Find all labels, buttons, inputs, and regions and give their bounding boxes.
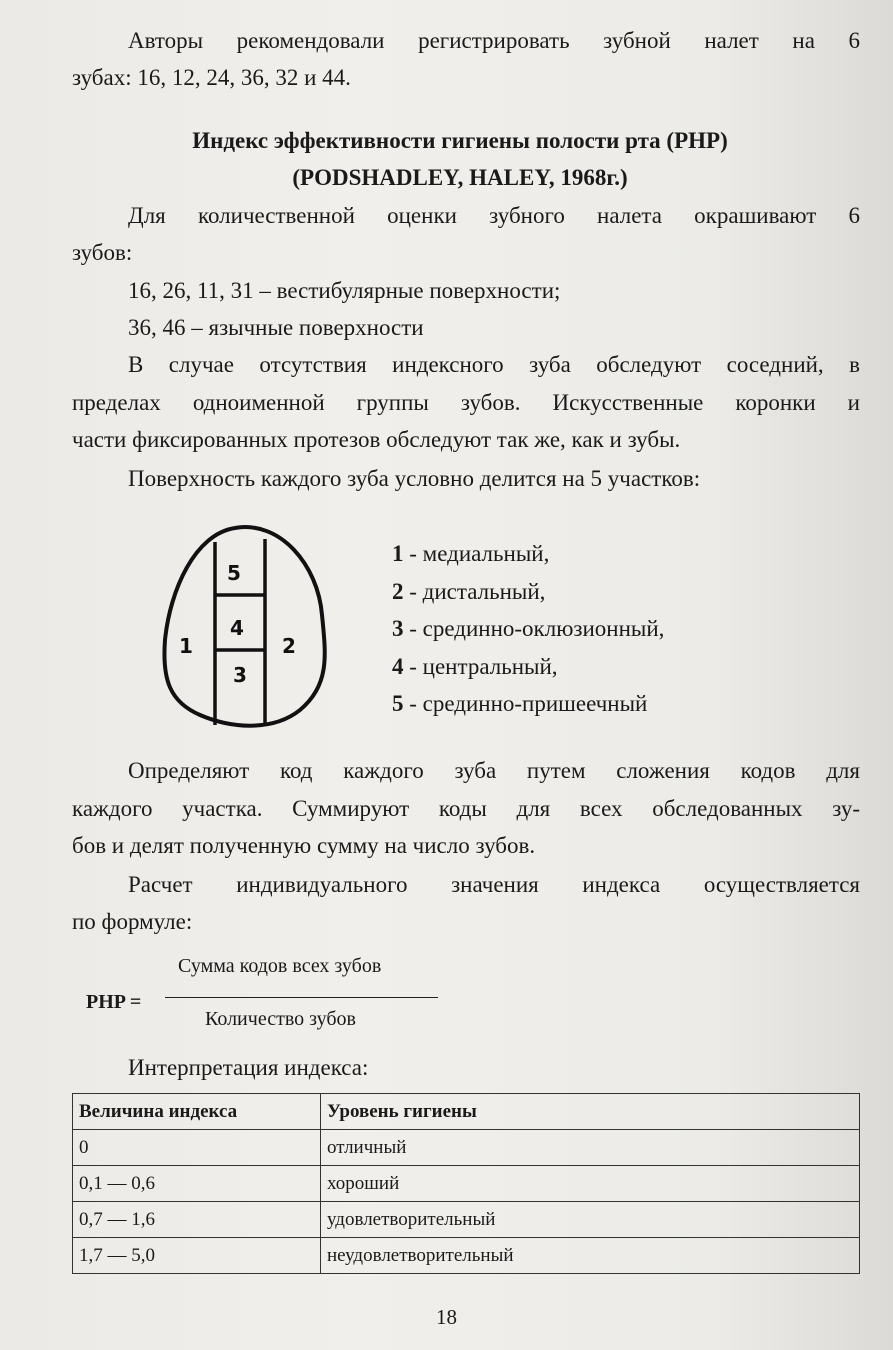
paragraph-2-line-3: части фиксированных протезов обследуют так же, как и зубы. xyxy=(72,427,681,452)
legend-item: 3 - срединно-оклюзионный, xyxy=(392,616,665,641)
legend-item: 2 - дистальный, xyxy=(392,578,546,604)
interpretation-table xyxy=(72,1093,860,1274)
table-header-row xyxy=(73,1094,860,1130)
legend-item: 1 - медиальный, xyxy=(392,541,550,566)
page-number: 18 xyxy=(436,1305,457,1329)
intro-line-2: зубах: 16, 12, 24, 36, 32 и 44. xyxy=(72,65,351,90)
paragraph-4-line-3: бов и делят полученную сумму на число зубов. xyxy=(72,833,536,858)
formula-numerator: Сумма кодов всех зубов xyxy=(178,955,382,977)
region-legend xyxy=(392,535,664,723)
paragraph-1-line-1: Для количественной оценки зубного налета окрашивают 6 xyxy=(128,203,860,228)
fraction-bar xyxy=(165,997,438,998)
tooth-outline xyxy=(164,527,324,726)
cell-value: 0,1 — 0,6 xyxy=(73,1166,321,1202)
table-row xyxy=(73,1238,860,1274)
paragraph-4-line-1: Определяют код каждого зуба путем сложения кодов для xyxy=(128,758,860,783)
cell-level: хороший xyxy=(321,1166,860,1202)
interpretation-label: Интерпретация индекса: xyxy=(128,1055,369,1080)
formula-denominator: Количество зубов xyxy=(205,1008,356,1030)
region-label-5: 5 xyxy=(227,561,241,585)
table-row xyxy=(73,1130,860,1166)
formula-lhs: PHP = xyxy=(86,991,142,1013)
paragraph-2-line-1: В случае отсутствия индексного зуба обследуют соседний, в xyxy=(128,352,860,377)
intro-line-1: Авторы рекомендовали регистрировать зубной налет на 6 xyxy=(128,28,860,53)
paragraph-5-line-2: по формуле: xyxy=(72,909,193,934)
paragraph-2-line-2: пределах одноименной группы зубов. Искусственные коронки и xyxy=(72,390,860,415)
region-label-1: 1 xyxy=(179,634,193,658)
teeth-lingual: 36, 46 – язычные поверхности xyxy=(128,315,424,340)
tooth-surface-diagram xyxy=(160,520,350,735)
section-heading: Индекс эффективности гигиены полости рта (PHP) xyxy=(192,128,728,153)
teeth-vestibular: 16, 26, 11, 31 – вестибулярные поверхности; xyxy=(128,278,561,303)
section-heading-authors: (PODSHADLEY, HALEY, 1968г.) xyxy=(292,165,628,190)
paragraph-3: Поверхность каждого зуба условно делится на 5 участков: xyxy=(128,466,701,491)
header-index-value: Величина индекса xyxy=(73,1094,321,1130)
paragraph-1-line-2: зубов: xyxy=(72,240,133,265)
cell-value: 0,7 — 1,6 xyxy=(73,1202,321,1238)
cell-level: удовлетворительный xyxy=(321,1202,860,1238)
legend-item: 5 - срединно-пришеечный xyxy=(392,691,648,716)
region-label-3: 3 xyxy=(233,663,247,687)
table-row xyxy=(73,1202,860,1238)
cell-level: отличный xyxy=(321,1130,860,1166)
paragraph-5-line-1: Расчет индивидуального значения индекса осуществляется xyxy=(128,872,860,897)
header-hygiene-level: Уровень гигиены xyxy=(321,1094,860,1130)
cell-value: 0 xyxy=(73,1130,321,1166)
table-row xyxy=(73,1166,860,1202)
region-label-2: 2 xyxy=(282,634,296,658)
cell-value: 1,7 — 5,0 xyxy=(73,1238,321,1274)
cell-level: неудовлетворительный xyxy=(321,1238,860,1274)
region-label-4: 4 xyxy=(230,616,244,640)
legend-item: 4 - центральный, xyxy=(392,653,558,679)
paragraph-4-line-2: каждого участка. Суммируют коды для всех обследованных зу- xyxy=(72,796,860,821)
